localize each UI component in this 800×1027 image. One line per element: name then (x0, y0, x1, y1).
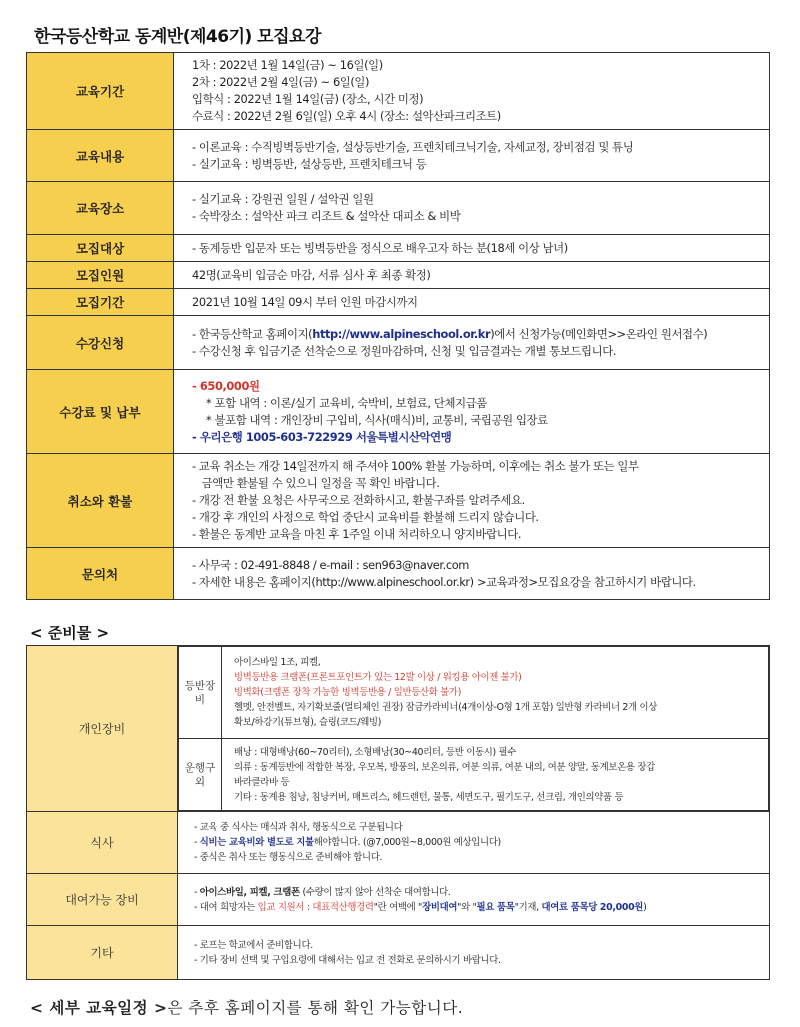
text-line (194, 835, 759, 850)
text-line: 입학식 : 2022년 1월 14일(금) (장소, 시간 미정) (192, 92, 424, 106)
text-line: - 환불은 동계반 교육을 마친 후 1주일 이내 처리하오니 양지바랍니다. (192, 527, 522, 541)
text-line: 2021년 10월 14일 09시 부터 인원 마감시까지 (192, 294, 418, 309)
text-line: 빙벽등반용 크램폰(프론트포인트가 있는 12발 이상 / 워킹용 아이젠 불가) (234, 672, 522, 683)
row-label: 모집대상 (27, 235, 174, 262)
page-title: 한국등산학교 동계반(제46기) 모집요강 (34, 27, 321, 47)
footer-bold: < 세부 교육일정 > (30, 999, 168, 1017)
row-value (174, 235, 770, 262)
text-span: - 한국등산학교 홈페이지( (192, 326, 313, 341)
text-span: - 대여 희망자는 (194, 901, 258, 913)
text-line: - 교육 중 식사는 매식과 취사, 행동식으로 구분됩니다 (194, 822, 403, 833)
text-span: 장비대여 (422, 901, 458, 913)
text-line (194, 900, 759, 915)
sub-label: 운행구 외 (179, 739, 222, 811)
table-row (27, 454, 770, 548)
row-label: 교육기간 (27, 53, 174, 130)
sub-label: 등반장비 (179, 647, 222, 739)
text-line: - 교육 취소는 개강 14일전까지 해 주셔야 100% 환불 가능하며, 이후에는 취소 불가 또는 일부 (192, 459, 639, 473)
text-span: "와 " (457, 901, 477, 913)
row-value (178, 874, 770, 926)
text-line: 의류 : 동계등반에 적합한 복장, 우모복, 방풍의, 보온의류, 여분 의류, 여분 내의, 여분 양말, 동계보온용 장갑 (234, 761, 655, 773)
text-span: (수량이 많지 않아 선착순 대여합니다. (299, 886, 451, 898)
text-line: 42명(교육비 입금순 마감, 서류 심사 후 최종 확정) (192, 267, 431, 282)
table-row (27, 235, 770, 262)
row-label: 식사 (27, 812, 178, 874)
row-value (174, 289, 770, 316)
text-line: * 포함 내역 : 이론/실기 교육비, 숙박비, 보험료, 단체지급품 (206, 395, 487, 410)
row-label: 수강료 및 납부 (27, 370, 174, 454)
row-value (174, 262, 770, 289)
row-value (174, 316, 770, 370)
text-line: 빙벽화(크램폰 장착 가능한 빙벽등반용 / 일반등산화 불가) (234, 687, 462, 698)
bank-account: - 우리은행 1005-603-722929 서울특별시산악연맹 (192, 429, 452, 444)
text-line: - 실기교육 : 강원권 일원 / 설악권 일원 (192, 192, 374, 206)
row-label: 문의처 (27, 548, 174, 600)
row-label: 모집기간 (27, 289, 174, 316)
row-value (174, 454, 770, 548)
text-span: 식비는 교육비와 별도로 지불 (199, 837, 314, 848)
text-span: "란 여백에 " (373, 901, 423, 913)
text-line: 아이스바일 1조, 피켈, (234, 657, 321, 668)
table-row (27, 812, 770, 874)
text-line: * 불포함 내역 : 개인장비 구입비, 식사(매식)비, 교통비, 국립공원 입장료 (206, 412, 548, 427)
text-line: - 개강 전 환불 요청은 사무국으로 전화하시고, 환불구좌를 알려주세요. (192, 493, 525, 507)
table-row (27, 53, 770, 130)
text-line: - 실기교육 : 빙벽등반, 설상등반, 프렌치테크닉 등 (192, 156, 427, 171)
homepage-link[interactable]: http://www.alpineschool.or.kr (312, 326, 491, 341)
text-line (194, 885, 759, 900)
row-value (178, 812, 770, 874)
table-row (179, 739, 769, 811)
row-value (178, 926, 770, 980)
text-span: "기재, (514, 901, 542, 913)
row-label: 수강신청 (27, 316, 174, 370)
text-span: ) (643, 901, 647, 913)
table-row (27, 182, 770, 235)
table-row (27, 130, 770, 182)
text-line: - 자세한 내용은 홈페이지(http://www.alpineschool.or.kr) >교육과정>모집요강을 참고하시기 바랍니다. (192, 574, 696, 589)
table-row (27, 289, 770, 316)
text-span: 필요 품목 (476, 901, 515, 913)
row-label: 기타 (27, 926, 178, 980)
table-row (27, 926, 770, 980)
text-line: - 동계등반 입문자 또는 빙벽등반을 정식으로 배우고자 하는 분(18세 이상 남녀) (192, 240, 568, 255)
text-span: 해야합니다. (@7,000원~8,000원 예상입니다) (313, 837, 501, 848)
text-line: 확보/하강기(튜브형), 슬링(코드/웨빙) (234, 717, 382, 728)
inner-table (178, 646, 769, 811)
info-table (26, 52, 770, 600)
text-line: 헬멧, 안전벨트, 자기확보줄(멀티체인 권장) 잠금카라비너(4개이상-O형 1개 포함) 일반형 카라비너 2개 이상 (234, 702, 658, 713)
text-line (192, 326, 759, 343)
row-value (174, 370, 770, 454)
text-line: - 중식은 취사 또는 행동식으로 준비해야 합니다. (194, 852, 383, 863)
fee-amount: - 650,000원 (192, 378, 260, 393)
row-label: 개인장비 (27, 646, 178, 812)
text-line: - 사무국 : 02-491-8848 / e-mail : sen963@naver.com (192, 557, 469, 572)
text-line: 바라클라바 등 (234, 776, 290, 788)
text-span: - (194, 886, 200, 898)
text-line: 배낭 : 대형배낭(60~70리터), 소형배낭(30~40리터, 등반 이동시) 필수 (234, 746, 517, 758)
sub-value (222, 647, 769, 739)
text-line: - 수강신청 후 입금기준 선착순으로 정원마감하며, 신청 및 입금결과는 개별 통보드립니다. (192, 343, 617, 358)
text-line: 수료식 : 2022년 2월 6일(일) 오후 4시 (장소: 설악산파크리조트) (192, 109, 501, 123)
text-line: 기타 : 동계용 침낭, 침낭커버, 매트리스, 헤드렌턴, 물통, 세면도구, 필기도구, 선크림, 개인의약품 등 (234, 791, 624, 803)
row-value (174, 130, 770, 182)
text-line: - 개강 후 개인의 사정으로 학업 중단시 교육비를 환불해 드리지 않습니다. (192, 510, 539, 524)
section-title: < 준비물 > (30, 624, 110, 642)
text-line: - 기타 장비 선택 및 구입요령에 대해서는 입교 전 전화로 문의하시기 바랍니다. (194, 954, 501, 966)
footer-text: 은 추후 홈페이지를 통해 확인 가능합니다. (167, 999, 464, 1017)
text-line: - 로프는 학교에서 준비합니다. (194, 939, 313, 951)
table-row (27, 370, 770, 454)
text-line: 2차 : 2022년 2월 4일(금) ~ 6일(일) (192, 75, 370, 89)
table-row (27, 548, 770, 600)
table-row (27, 646, 770, 812)
row-label: 대여가능 장비 (27, 874, 178, 926)
table-row (27, 262, 770, 289)
row-value (178, 646, 770, 812)
footer-note (30, 996, 463, 1018)
row-label: 교육장소 (27, 182, 174, 235)
row-label: 교육내용 (27, 130, 174, 182)
text-span: 대여료 품목당 20,000원 (541, 901, 644, 913)
text-line: 1차 : 2022년 1월 14일(금) ~ 16일(일) (192, 58, 383, 72)
table-row (179, 647, 769, 739)
text-span: 아이스바일, 피켈, 크램폰 (199, 886, 300, 898)
text-span: )에서 신청가능(메인화면>>온라인 원서접수) (490, 326, 708, 341)
text-line: 금액만 환불될 수 있으니 일정을 꼭 확인 바랍니다. (192, 476, 440, 490)
table-row (27, 874, 770, 926)
row-value (174, 548, 770, 600)
text-span: - (194, 837, 200, 848)
table-row (27, 316, 770, 370)
prep-table (26, 645, 770, 980)
sub-value (222, 739, 769, 811)
row-value (174, 53, 770, 130)
text-span: 입교 지원서 : 대표적산행경력 (257, 901, 374, 913)
row-value (174, 182, 770, 235)
text-line: - 숙박장소 : 설악산 파크 리조트 & 설악산 대피소 & 비박 (192, 209, 461, 223)
text-line: - 이론교육 : 수직빙벽등반기술, 설상등반기술, 프렌치테크닉기술, 자세교정, 장비점검 및 튜닝 (192, 139, 634, 154)
row-label: 취소와 환불 (27, 454, 174, 548)
row-label: 모집인원 (27, 262, 174, 289)
